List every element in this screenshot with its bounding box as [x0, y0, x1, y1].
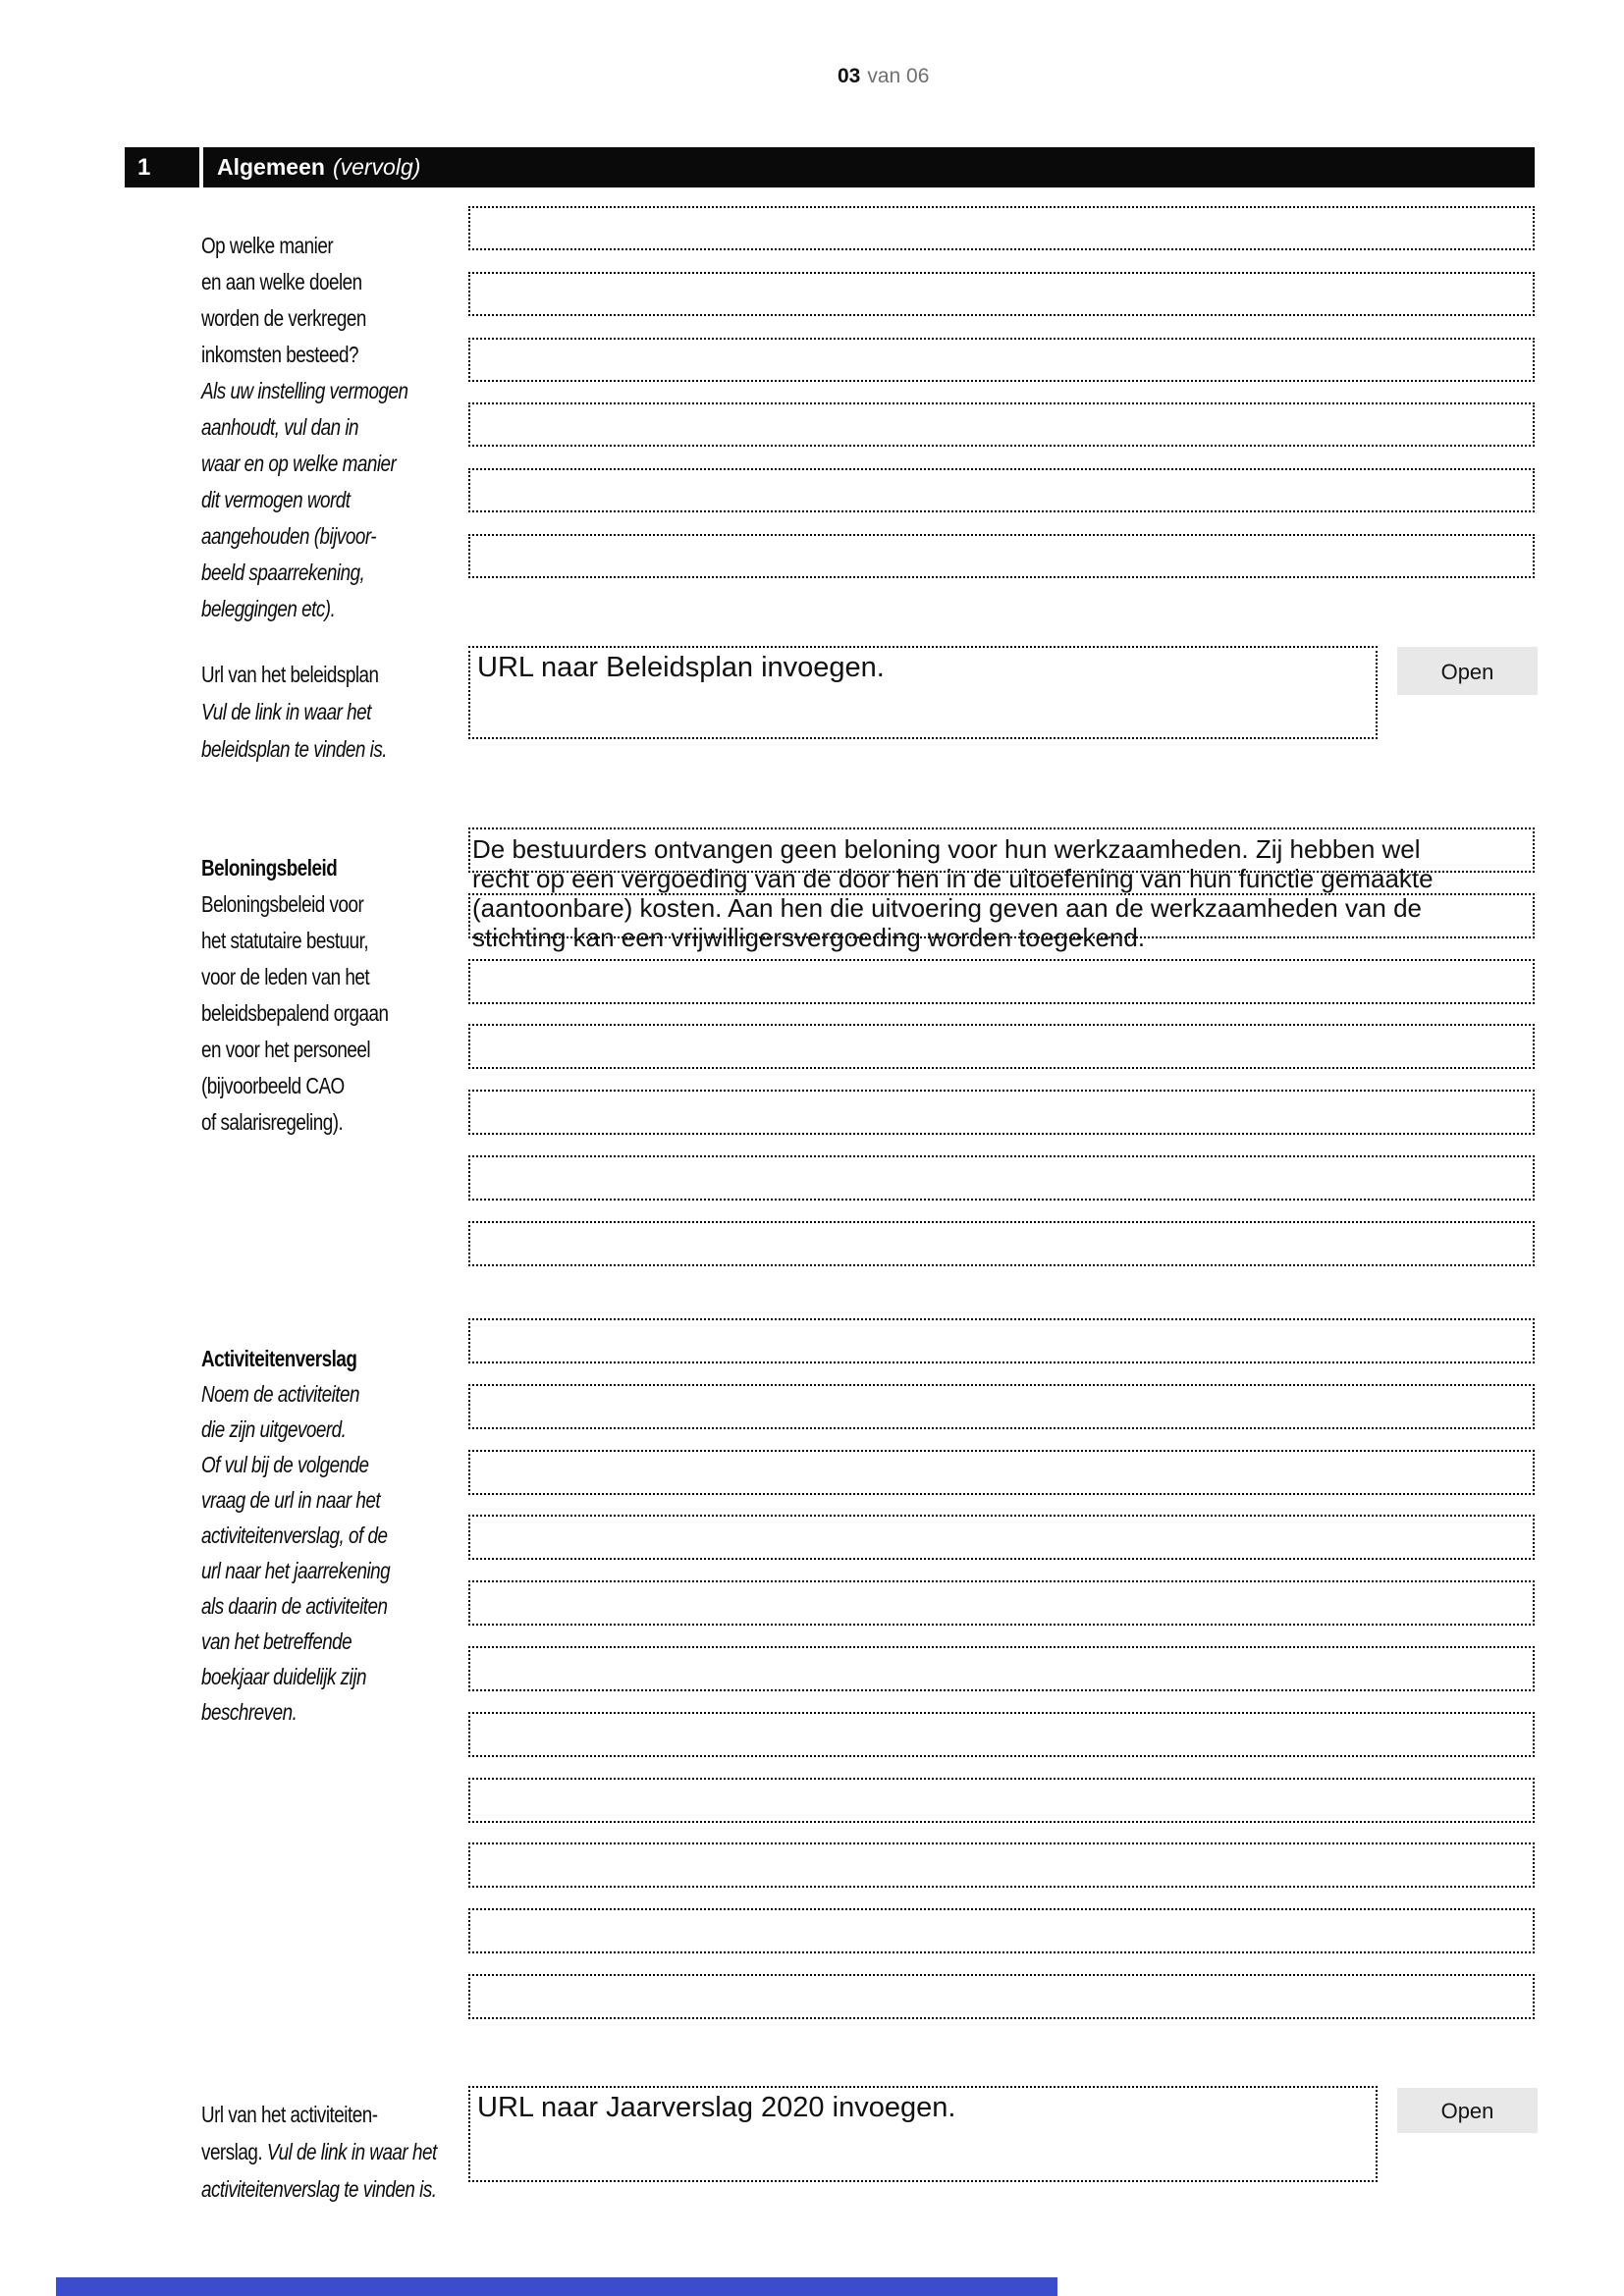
label-line: voor de leden van het	[201, 964, 370, 989]
label-hint-line: aanhoudt, vul dan in	[201, 414, 359, 440]
activiteiten-input-field-11[interactable]	[468, 1974, 1535, 2019]
label-hint-line: Vul de link in waar het	[201, 699, 371, 724]
label-line: en voor het personeel	[201, 1037, 371, 1062]
besteding-input-field-2[interactable]	[468, 272, 1535, 316]
open-jaarverslag-button[interactable]: Open	[1397, 2088, 1538, 2133]
activiteiten-input-field-8[interactable]	[468, 1778, 1535, 1823]
activiteiten-input-field-7[interactable]	[468, 1712, 1535, 1757]
footer-accent-bar	[56, 2277, 1057, 2296]
label-line: inkomsten besteed?	[201, 342, 358, 367]
label-hint-line: beschreven.	[201, 1699, 298, 1725]
section-header-bar	[203, 147, 1535, 187]
label-title: Activiteitenverslag	[201, 1346, 357, 1371]
besteding-label	[201, 228, 467, 627]
value-line: (aantoonbare) kosten. Aan hen die uitvoering geven aan de werkzaamheden van de	[472, 893, 1423, 923]
jaarverslag-url-input[interactable]	[468, 2086, 1378, 2182]
label-line: Url van het beleidsplan	[201, 662, 379, 687]
open-beleidsplan-button[interactable]: Open	[1397, 647, 1538, 695]
label-hint-line: vraag de url in naar het	[201, 1487, 381, 1513]
activiteiten-input-field-6[interactable]	[468, 1646, 1535, 1691]
beleidsplan-url-label	[201, 656, 467, 768]
label-hint-line: van het betreffende	[201, 1629, 352, 1654]
besteding-input-field-3[interactable]	[468, 338, 1535, 382]
beleidsplan-url-value: URL naar Beleidsplan invoegen.	[477, 652, 885, 683]
activiteiten-input-field-3[interactable]	[468, 1450, 1535, 1495]
label-hint-part: Vul de link in waar het	[266, 2139, 437, 2164]
activiteiten-input-field-2[interactable]	[468, 1384, 1535, 1429]
label-hint-line: Of vul bij de volgende	[201, 1452, 369, 1477]
activiteiten-input-field-4[interactable]	[468, 1515, 1535, 1560]
label-hint-line: dit vermogen wordt	[201, 487, 351, 512]
beloningsbeleid-input-field-4[interactable]	[468, 1024, 1535, 1069]
label-hint-line: Noem de activiteiten	[201, 1381, 360, 1407]
beloningsbeleid-input-field-3[interactable]	[468, 959, 1535, 1004]
value-line: stichting kan een vrijwilligersvergoeding worden toegekend.	[472, 923, 1146, 952]
label-line: Beloningsbeleid voor	[201, 891, 364, 917]
beloningsbeleid-input-field-5[interactable]	[468, 1090, 1535, 1135]
activiteiten-input-field-10[interactable]	[468, 1908, 1535, 1953]
besteding-input-field-6[interactable]	[468, 534, 1535, 578]
section-title: Algemeen	[217, 154, 325, 180]
label-line-part: verslag.	[201, 2139, 263, 2164]
label-hint-line: beleggingen etc).	[201, 596, 336, 621]
label-title: Beloningsbeleid	[201, 855, 338, 881]
value-line: De bestuurders ontvangen geen beloning voor hun werkzaamheden. Zij hebben wel	[472, 834, 1421, 864]
label-hint-line: die zijn uitgevoerd.	[201, 1416, 347, 1442]
beloningsbeleid-label	[201, 850, 467, 1141]
activiteiten-input-field-1[interactable]	[468, 1318, 1535, 1363]
label-hint-line: url naar het jaarrekening	[201, 1558, 391, 1583]
label-hint-line: als daarin de activiteiten	[201, 1593, 388, 1619]
besteding-input-field-4[interactable]	[468, 402, 1535, 447]
label-hint-line: waar en op welke manier	[201, 451, 397, 476]
label-line: Op welke manier	[201, 233, 334, 258]
value-line: recht op een vergoeding van de door hen in de uitoefening van hun functie gemaakte	[472, 864, 1434, 893]
beleidsplan-url-input[interactable]	[468, 646, 1378, 739]
label-line: worden de verkregen	[201, 305, 366, 331]
label-hint-line: activiteitenverslag te vinden is.	[201, 2176, 437, 2202]
label-hint-line: aangehouden (bijvoor-	[201, 523, 377, 549]
besteding-input-field-1[interactable]	[468, 206, 1535, 250]
jaarverslag-url-label	[201, 2096, 467, 2208]
label-line: het statutaire bestuur,	[201, 928, 369, 953]
besteding-input-field-5[interactable]	[468, 468, 1535, 512]
section-number-badge: 1	[125, 147, 199, 187]
beloningsbeleid-input-field-6[interactable]	[468, 1155, 1535, 1201]
page-number-current: 03	[838, 65, 861, 87]
label-line: (bijvoorbeeld CAO	[201, 1073, 345, 1098]
label-line: en aan welke doelen	[201, 269, 362, 294]
activiteitenverslag-label	[201, 1341, 467, 1730]
beloningsbeleid-input-field-7[interactable]	[468, 1221, 1535, 1266]
label-hint-line: beeld spaarrekening,	[201, 560, 365, 585]
label-hint-line: Als uw instelling vermogen	[201, 378, 408, 403]
label-line: beleidsbepalend orgaan	[201, 1000, 389, 1026]
label-line: Url van het activiteiten-	[201, 2102, 378, 2127]
activiteiten-input-field-9[interactable]	[468, 1842, 1535, 1888]
activiteiten-input-field-5[interactable]	[468, 1580, 1535, 1626]
label-hint-line: beleidsplan te vinden is.	[201, 736, 388, 762]
beloningsbeleid-value-text	[472, 834, 1552, 952]
label-line: of salarisregeling).	[201, 1109, 344, 1135]
section-title-suffix: (vervolg)	[332, 154, 421, 180]
page-number-total: van 06	[867, 65, 930, 87]
label-hint-line: activiteitenverslag, of de	[201, 1522, 388, 1548]
jaarverslag-url-value: URL naar Jaarverslag 2020 invoegen.	[477, 2092, 956, 2123]
label-hint-line: boekjaar duidelijk zijn	[201, 1664, 366, 1689]
page-number	[838, 65, 929, 88]
